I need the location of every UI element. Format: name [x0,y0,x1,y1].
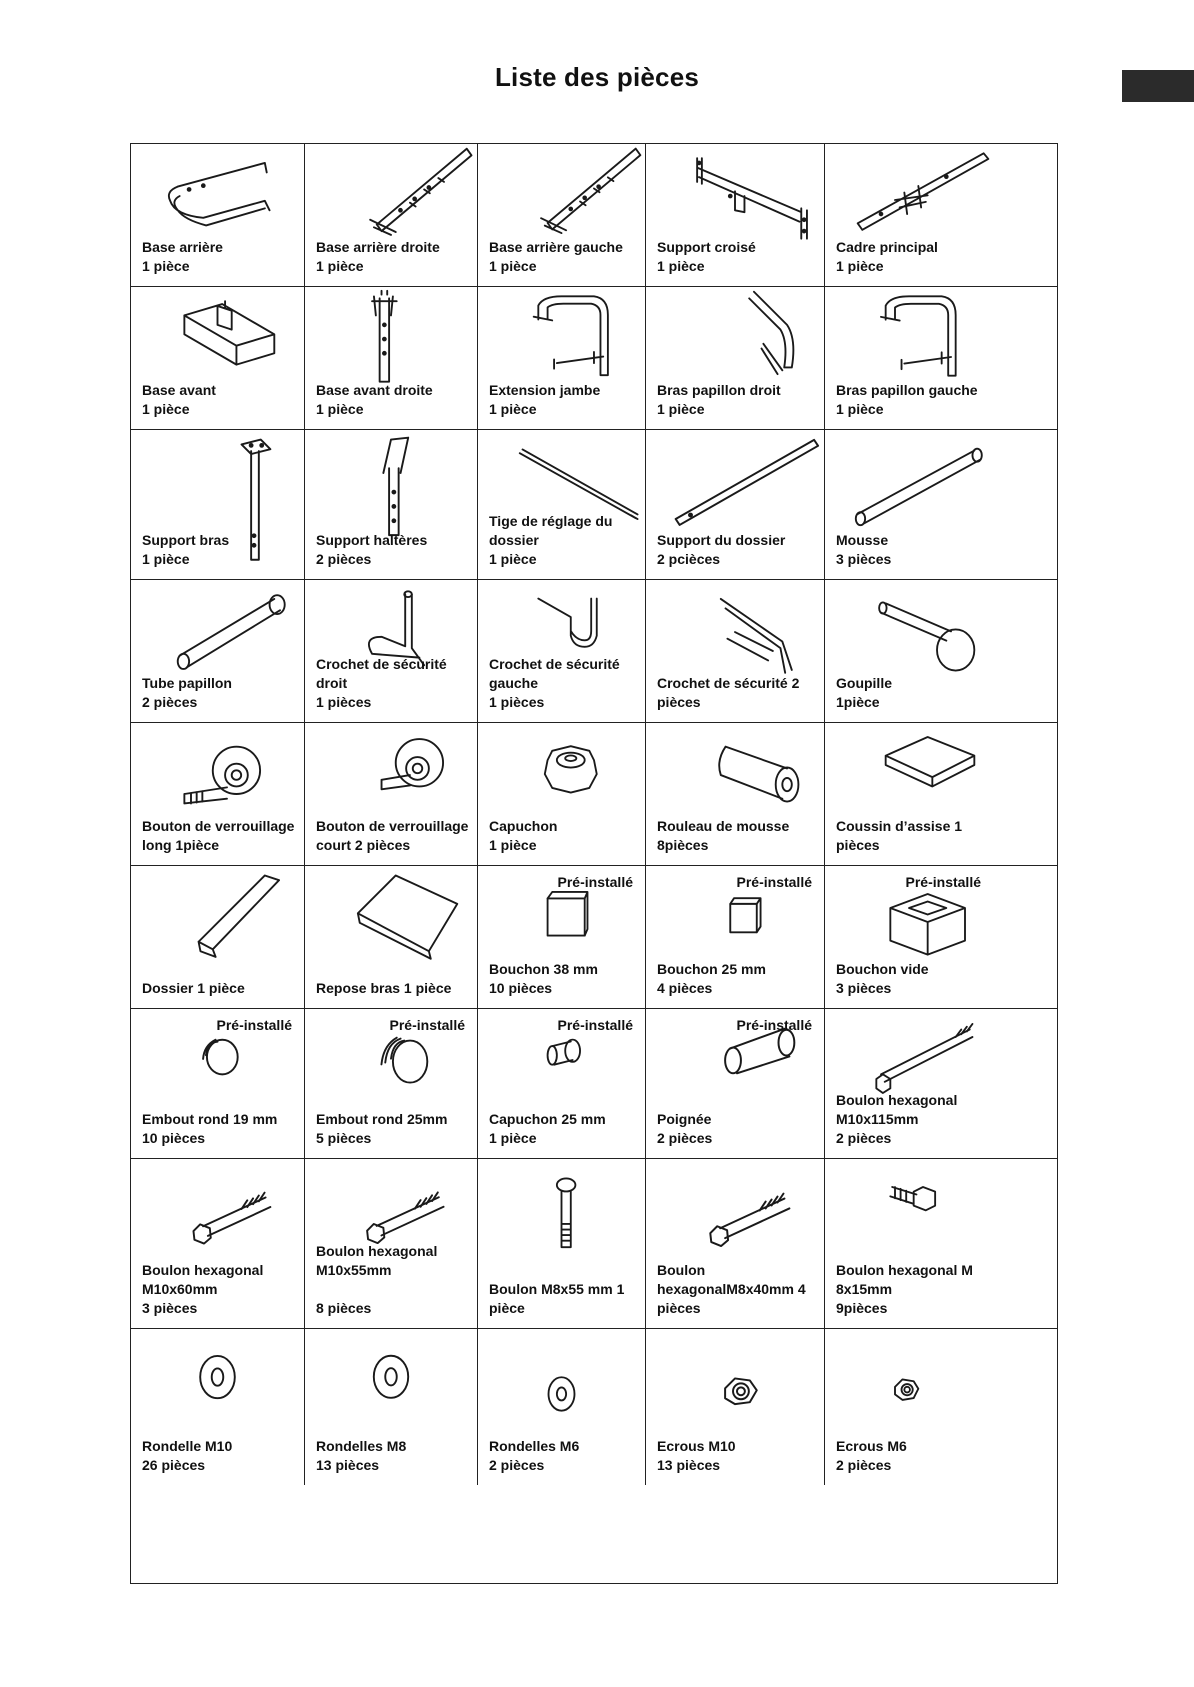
page-tab-marker [1122,70,1194,102]
part-cell [131,1009,305,1158]
part-label: Ecrous M6 2 pièces [836,1438,907,1473]
part-label: Mousse 3 pièces [836,532,892,567]
part-cell [825,1009,993,1158]
part-label: Capuchon 1 pièce [489,818,558,853]
part-cell [305,287,478,429]
part-label: Rondelles M8 13 pièces [316,1438,407,1473]
part-label: Bouchon 38 mm 10 pièces [489,961,598,996]
part-label: Embout rond 25mm 5 pièces [316,1111,448,1146]
part-cell [131,430,305,579]
part-label: Bras papillon gauche 1 pièce [836,382,978,417]
part-label: Rondelle M10 26 pièces [142,1438,233,1473]
part-label: Support du dossier 2 pcièces [657,532,786,567]
part-label: Bras papillon droit 1 pièce [657,382,781,417]
part-label: Boulon hexagonal M 8x15mm 9pièces [836,1262,973,1316]
part-cell [646,144,825,286]
parts-row [131,287,1057,430]
part-label: Crochet de sécurité droit 1 pièces [316,656,447,710]
part-cell [131,1329,305,1485]
part-cell [646,866,825,1008]
part-cell [646,1159,825,1328]
preinstalled-badge: Pré-installé [905,874,981,890]
part-cell [825,144,993,286]
part-cell [131,580,305,722]
part-cell [478,866,646,1008]
part-label: Ecrous M10 13 pièces [657,1438,736,1473]
part-cell [131,287,305,429]
part-label: Bouchon vide 3 pièces [836,961,929,996]
parts-row [131,1009,1057,1159]
part-cell [478,1159,646,1328]
part-label: Boulon hexagonalM8x40mm 4 pièces [657,1262,806,1316]
part-label: Base arrière gauche 1 pièce [489,239,623,274]
part-label: Crochet de sécurité gauche 1 pièces [489,656,620,710]
page-title: Liste des pièces [494,62,700,92]
parts-row [131,866,1057,1009]
part-cell [131,144,305,286]
part-cell [646,1009,825,1158]
parts-row [131,430,1057,580]
part-label: Base arrière droite 1 pièce [316,239,440,274]
part-label: Boulon M8x55 mm 1 pièce [489,1281,625,1316]
part-label: Rondelles M6 2 pièces [489,1438,580,1473]
part-label: Support bras 1 pièce [142,532,230,567]
preinstalled-badge: Pré-installé [557,874,633,890]
parts-row [131,580,1057,723]
part-label: Base arrière 1 pièce [142,239,223,274]
part-cell [478,287,646,429]
part-cell [305,144,478,286]
part-label: Bouton de verrouillage court 2 pièces [316,818,469,853]
part-cell [131,866,305,1008]
part-cell [646,430,825,579]
part-label: Rouleau de mousse 8pièces [657,818,790,853]
part-label: Boulon hexagonal M10x55mm 8 pièces [316,1243,438,1316]
part-cell [825,430,993,579]
part-label: Poignée 2 pièces [657,1111,713,1146]
part-cell [478,1009,646,1158]
part-cell [478,580,646,722]
part-cell [305,1009,478,1158]
part-label: Support haltères 2 pièces [316,532,428,567]
part-label: Bouton de verrouillage long 1pièce [142,818,295,853]
part-label: Base avant droite 1 pièce [316,382,433,417]
preinstalled-badge: Pré-installé [557,1017,633,1033]
part-cell [646,723,825,865]
part-label: Base avant 1 pièce [142,382,216,417]
part-cell [825,723,993,865]
part-label: Repose bras 1 pièce [316,980,452,996]
part-cell [478,1329,646,1485]
parts-row [131,1329,1057,1485]
part-cell [305,580,478,722]
part-label: Capuchon 25 mm 1 pièce [489,1111,606,1146]
part-cell [305,430,478,579]
part-cell [646,287,825,429]
part-cell [305,866,478,1008]
parts-table [130,143,1058,1584]
part-label: Tige de réglage du dossier 1 pièce [489,513,613,567]
part-cell [478,144,646,286]
part-label: Tube papillon 2 pièces [142,675,232,710]
part-cell [131,723,305,865]
part-label: Boulon hexagonal M10x60mm 3 pièces [142,1262,264,1316]
part-label: Goupille 1pièce [836,675,892,710]
part-label: Crochet de sécurité 2 pièces [657,675,800,710]
parts-row [131,144,1057,287]
part-cell [825,580,993,722]
part-label: Extension jambe 1 pièce [489,382,601,417]
parts-row [131,723,1057,866]
part-label: Coussin d’assise 1 pièces [836,818,963,853]
part-cell [478,430,646,579]
parts-row [131,1159,1057,1329]
part-cell [646,580,825,722]
part-label: Bouchon 25 mm 4 pièces [657,961,766,996]
part-cell [305,1329,478,1485]
part-label: Embout rond 19 mm 10 pièces [142,1111,278,1146]
part-cell [825,1159,993,1328]
part-cell [646,1329,825,1485]
part-label: Boulon hexagonal M10x115mm 2 pièces [836,1092,958,1146]
part-cell [478,723,646,865]
part-cell [131,1159,305,1328]
part-cell [305,1159,478,1328]
part-cell [825,287,993,429]
preinstalled-badge: Pré-installé [736,874,812,890]
preinstalled-badge: Pré-installé [216,1017,292,1033]
part-cell [825,1329,993,1485]
part-cell [825,866,993,1008]
preinstalled-badge: Pré-installé [736,1017,812,1033]
part-cell [305,723,478,865]
part-label: Support croisé 1 pièce [657,239,756,274]
part-label: Dossier 1 pièce [142,980,245,996]
preinstalled-badge: Pré-installé [389,1017,465,1033]
part-label: Cadre principal 1 pièce [836,239,938,274]
